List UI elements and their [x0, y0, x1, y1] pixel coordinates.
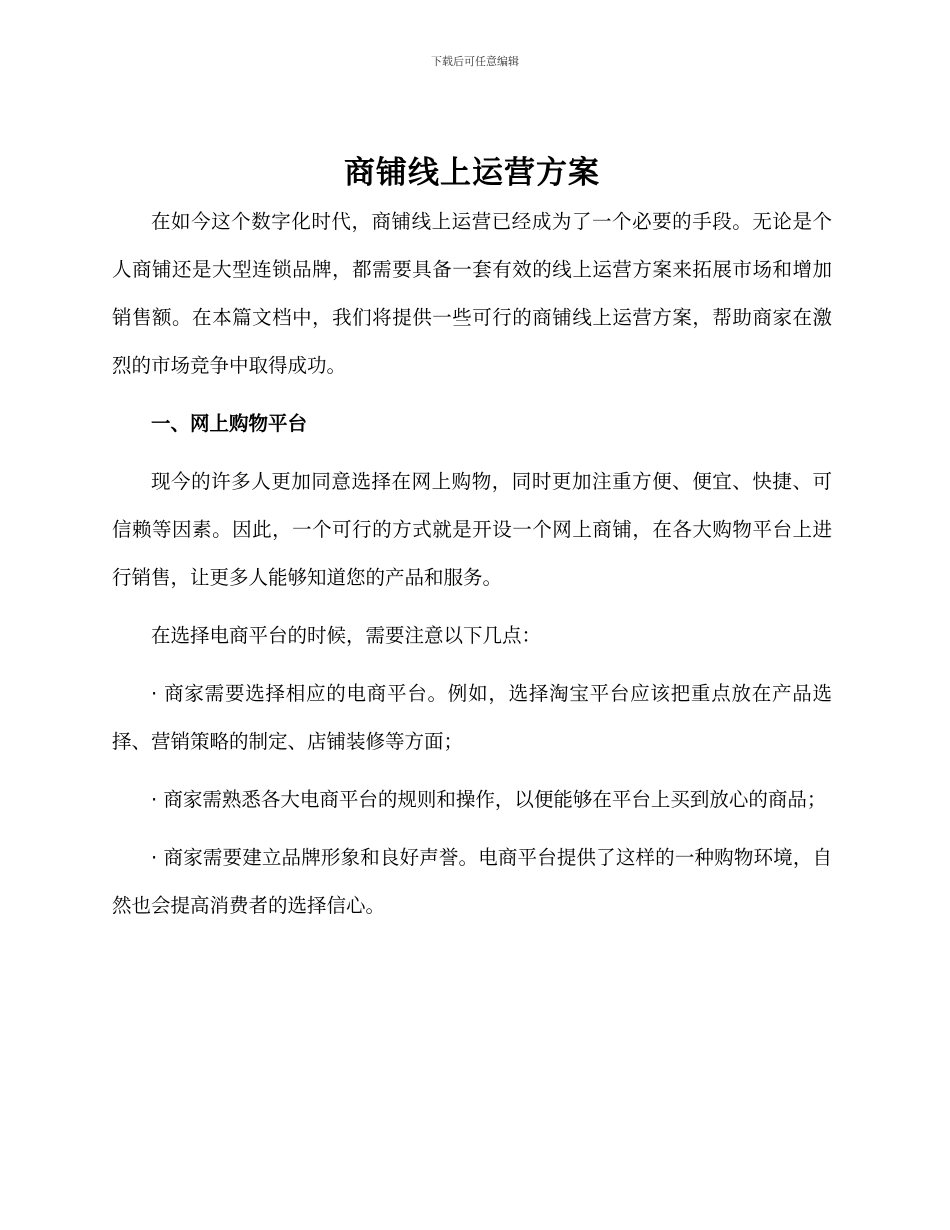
intro-paragraph: 在如今这个数字化时代，商铺线上运营已经成为了一个必要的手段。无论是个人商铺还是大型连锁品牌，都需要具备一套有效的线上运营方案来拓展市场和增加销售额。在本篇文档中，我们将提供一些可行的商铺线上运营方案，帮助商家在激烈的市场竞争中取得成功。 — [112, 210, 832, 377]
document-title: 商铺线上运营方案 — [344, 155, 600, 191]
section-heading-online-shopping: 一、网上购物平台 — [151, 412, 308, 435]
section-paragraph-1: 现今的许多人更加同意选择在网上购物，同时更加注重方便、便宜、快捷、可信赖等因素。因此，一个可行的方式就是开设一个网上商铺，在各大购物平台上进行销售，让更多人能够知道您的产品和服务。 — [112, 470, 832, 589]
header-note: 下载后可任意编辑 — [431, 55, 519, 68]
section-paragraph-2: 在选择电商平台的时候，需要注意以下几点： — [151, 624, 542, 647]
document-body — [112, 148, 832, 930]
bullet-item-2: · 商家需熟悉各大电商平台的规则和操作，以便能够在平台上买到放心的商品； — [151, 788, 827, 811]
bullet-item-3: · 商家需要建立品牌形象和良好声誉。电商平台提供了这样的一种购物环境，自然也会提高消费者的选择信心。 — [112, 846, 832, 917]
bullet-item-1: · 商家需要选择相应的电商平台。例如，选择淘宝平台应该把重点放在产品选择、营销策略的制定、店铺装修等方面； — [112, 682, 832, 753]
